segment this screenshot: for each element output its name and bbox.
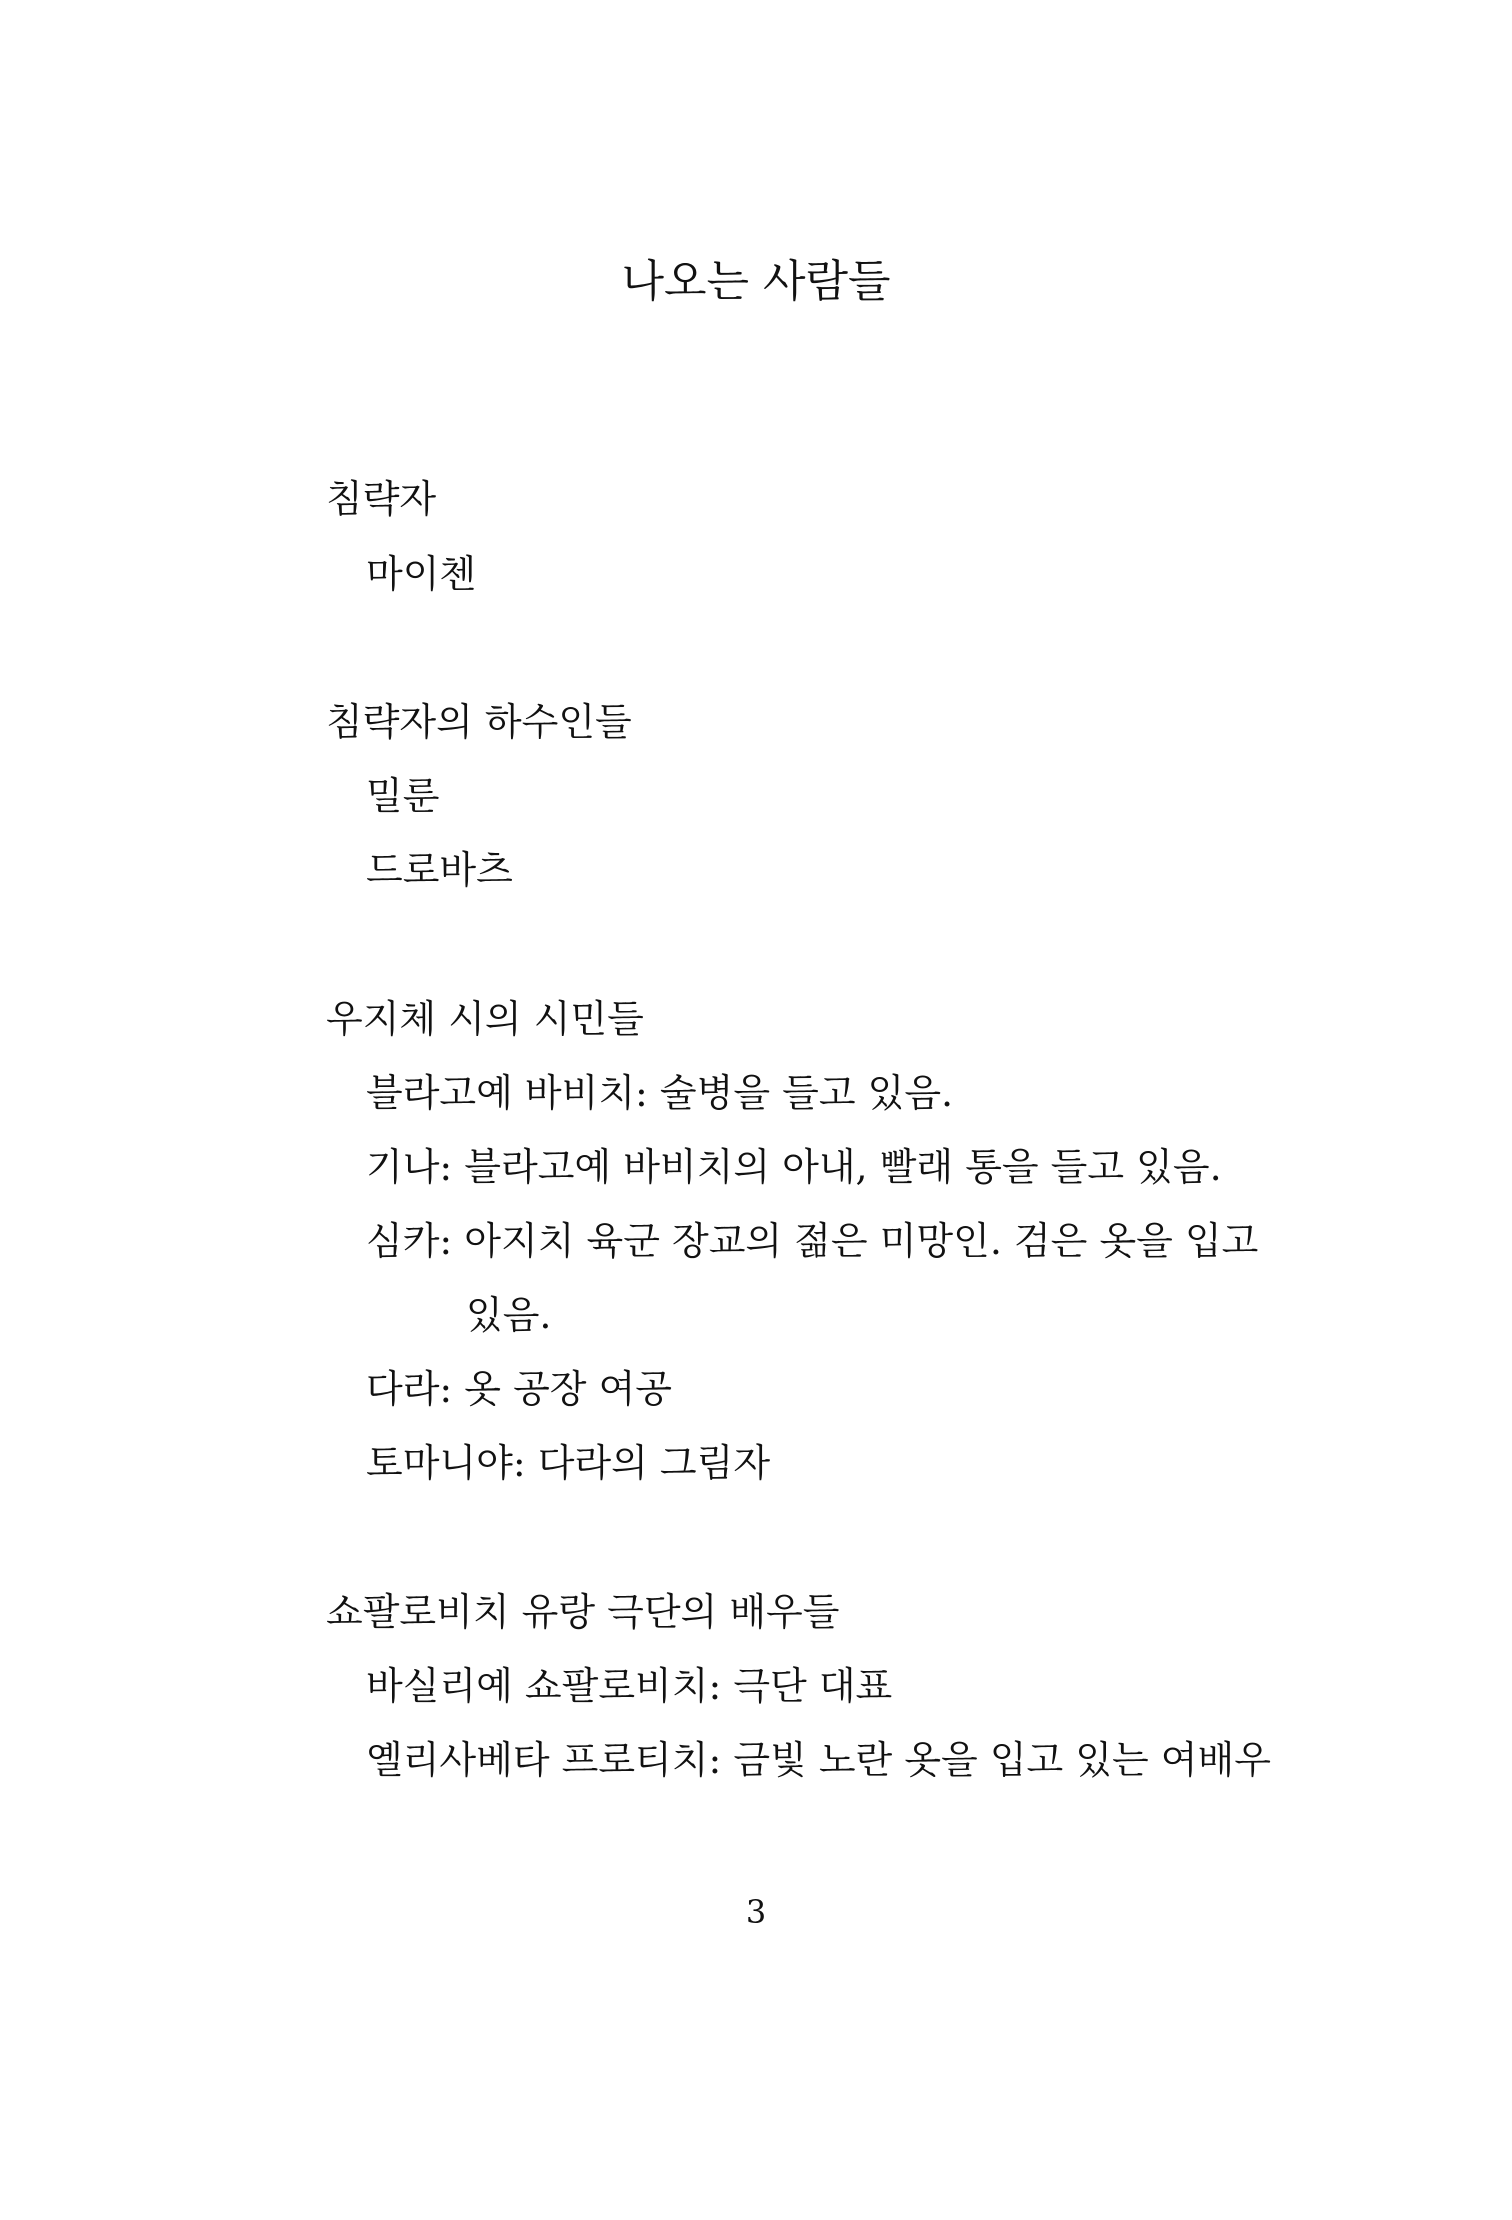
group-heading: 침략자 <box>326 477 437 521</box>
cast-member: 바실리예 쇼팔로비치: 극단 대표 <box>366 1664 893 1708</box>
page-number: 3 <box>745 1893 767 1931</box>
cast-member: 토마니야: 다라의 그림자 <box>366 1441 771 1485</box>
cast-member: 기나: 블라고예 바비치의 아내, 빨래 통을 들고 있음. <box>366 1145 1222 1189</box>
cast-member: 옐리사베타 프로티치: 금빛 노란 옷을 입고 있는 여배우 <box>366 1738 1271 1782</box>
group-heading: 침략자의 하수인들 <box>326 700 632 744</box>
cast-member-continuation: 있음. <box>466 1293 552 1337</box>
cast-member: 드로바츠 <box>366 848 513 892</box>
cast-member: 심카: 아지치 육군 장교의 젊은 미망인. 검은 옷을 입고 <box>366 1219 1259 1263</box>
group-heading: 우지체 시의 시민들 <box>326 997 644 1041</box>
cast-member: 블라고예 바비치: 술병을 들고 있음. <box>366 1071 954 1115</box>
cast-member: 밀룬 <box>366 774 440 818</box>
cast-member: 마이첸 <box>366 552 477 596</box>
group-heading: 쇼팔로비치 유랑 극단의 배우들 <box>326 1590 840 1634</box>
cast-member: 다라: 옷 공장 여공 <box>366 1367 672 1411</box>
page-title: 나오는 사람들 <box>621 256 891 307</box>
